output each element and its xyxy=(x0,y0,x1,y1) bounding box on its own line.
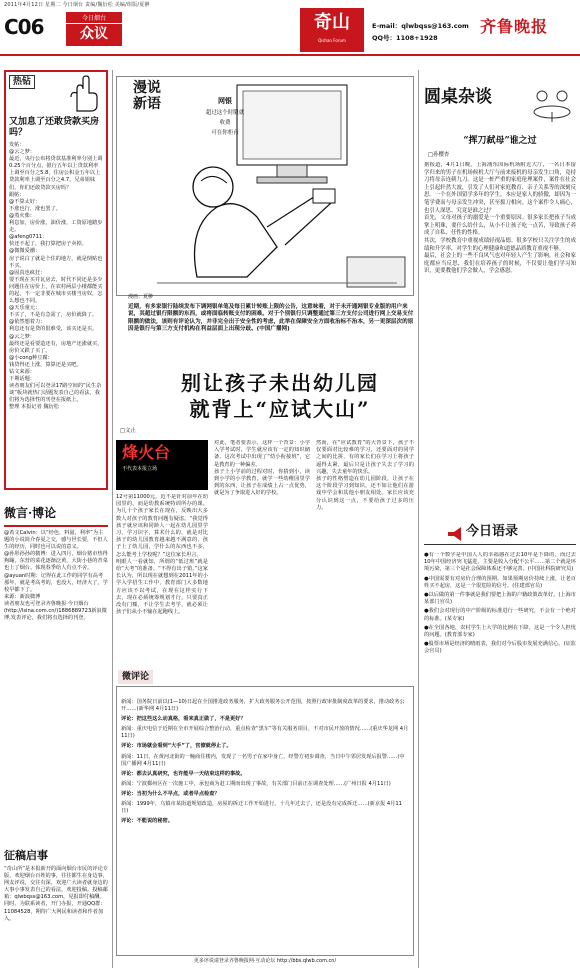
hot-post-line: 要不现在买并瓦房去，时代不同还是多少问题住在房价上，在农村两层小楼都能买的起，不一定非要在城市买楼当房奴，怎么想也不同。 xyxy=(9,276,103,305)
column-divider-left xyxy=(112,70,113,968)
article-paragraph: 然而，在“应试教育”的大背景下，孩子不仅要面对比较难的学习，还要面对的同学之间的比拼，有的家长们在学习上将孩子逼得太紧，最后只是让孩子失去了学习的兴趣，失去童年的快乐。 xyxy=(316,440,414,475)
weibo-post: 来源：新浪微博 xyxy=(4,593,41,600)
hot-title-wrap xyxy=(9,75,103,115)
contact-email: E-mail：qlwbqss@163.com xyxy=(372,22,469,30)
hot-post-line: @不算太好： xyxy=(9,198,41,205)
main-headline-line1: 别让孩子未出幼儿园 xyxy=(181,371,379,395)
hot-post-line: @云之梦： xyxy=(9,149,35,156)
masthead-title: 奇山 xyxy=(314,12,350,33)
fenghuo-title: 烽火台 xyxy=(122,443,171,462)
fenghuo-subtitle: 不代表本报立场 xyxy=(122,466,158,472)
article-paragraph: 12号第11000元，近不是针对前年在幼园里的，而是幼教系统特训所办的课。为几十个孩子家长在现在，反映出大多数人对孩子的教育问题有疑虑。“我觉得孩子就应该和同龄人一起在幼儿园里学习，学习识字、算术什么的，就是对比孩子的幼儿园教育越来越不满意的，孩子上了幼儿园，学什么的东西也不多，怎么能考上学校呢？”这位家长坦言。 xyxy=(116,494,208,558)
micro-comment-news: 新闻：11日，在黄河北街的一幢商住楼内，发现了一名男子在家中身亡，经警方初步调查，当日中午邻居发现后报警……(中国广播网 4月11日) xyxy=(121,753,405,767)
hot-posts xyxy=(9,142,103,412)
weibo-body xyxy=(4,530,108,810)
contact-info xyxy=(372,22,469,46)
hot-post-line: 房子说白了就是个住的地方，就是倒贴也不买。 xyxy=(9,255,103,269)
micro-comment-title: 微评论 xyxy=(118,670,153,684)
article-byline: □文止 xyxy=(120,428,136,434)
article-column-3 xyxy=(316,440,414,664)
micro-comment-news: 新闻：国务院日前以(1—10)日起在全国推进政务服务，扩大政务服务公开范围，按照行政审批制度改革的要求，推动政务公开……(新华网 4月11日) xyxy=(121,699,405,713)
hot-post-line: 不涨也行，涨也罢了。 xyxy=(9,205,61,212)
hot-post-line: 利息加，房价涨，油价涨，工资原地踏步走。 xyxy=(9,220,103,234)
hot-post-line: @固真也疯狂： xyxy=(9,269,46,276)
hot-post-line: 最终还是看要造还有，房地产还涨就买，房价又跌了买了。 xyxy=(9,340,103,354)
masthead-logo xyxy=(300,8,364,52)
cartoon-label-fee: 收费 xyxy=(219,120,231,126)
spacer xyxy=(121,691,409,699)
weibo-post: @希文Calvin：以“经色，料滋，利率”为主题的小说简介春夏之交，感与世长要，不但人生的经历，同时也可以说的意义。 xyxy=(4,530,108,551)
quotes-title: 今日语录 xyxy=(466,524,519,539)
hot-post-line: 整理 本报记者 魏衍松 xyxy=(9,404,59,411)
pointing-hand-icon xyxy=(65,75,99,113)
main-headline xyxy=(150,370,410,422)
page-number: C06 xyxy=(4,15,44,39)
section-label: 众议 xyxy=(80,26,108,42)
hot-post-line: @天乐童元： xyxy=(9,305,41,312)
hot-title: 热钻 xyxy=(9,75,35,89)
header-rule xyxy=(0,54,580,56)
call-for-papers-title: 征稿启事 xyxy=(4,849,48,862)
quote-item: ●在全国各地，农村学生上大学的比例在下降，这是一个令人担忧的问题。(教育部专家) xyxy=(424,624,576,639)
cartoon-label-counter: 可在你柜台 xyxy=(211,130,239,136)
quote-item: ●中国需要有对房价合理的预期，如果预期房价持续上涨，让老百姓买不起房，这是一个很危险的信号。(住建部官员) xyxy=(424,575,576,589)
hot-post-line: 钱贷得还上涨，算算还是买吧。 xyxy=(9,361,82,368)
article-paragraph: 孩子的性格塑造在幼儿园阶段，让孩子在这个阶段学习到知识，还不如让他们在游戏中学会和其他小朋友相处。家长应该充分认识到这一点，不要给孩子过多的压力。 xyxy=(316,476,414,511)
hot-post-line: 不买了，不是有急需了，房价就降了。 xyxy=(9,312,98,319)
micro-comment-opinion: 评论：把这些这么动真格，看来真正做了，不是更好？ xyxy=(121,716,246,723)
micro-comment-news: 新闻：1999年，乌镇市某街道规划改造，房屋的拆迁工作开始进行，十几年过去了，还是没有完成拆迁……(新京报 4月11日) xyxy=(121,801,402,815)
masthead-subtitle: Qishan Forum xyxy=(318,38,346,43)
hot-post-line: 快还不起了，我打算把房子卖掉。 xyxy=(9,241,87,248)
section-top-label: 今日烟台 xyxy=(66,12,122,24)
hot-post-line: 发帖： xyxy=(9,142,25,148)
article-column-2 xyxy=(214,440,310,664)
micro-comment-opinion: 评论：都去认真研究，也许能早一天结束这样的事故。 xyxy=(121,770,246,777)
quote-item: ●我们会对现行的中产阶级的标准进行一些研究，不会有一个绝对的标准。(某专家) xyxy=(424,608,576,622)
hot-post-line: 读者朋友们可以登录17路空间的“民生杂谈”板块就热门话题发表自己的看法，我们将为选择性的刊登在报纸上。 xyxy=(9,383,102,404)
roundtable-headline: “挥刀弑母”谁之过 xyxy=(463,136,537,146)
hot-post-line: @afeng0711： xyxy=(9,234,48,241)
main-headline-line2: 就背上“应试大山” xyxy=(189,397,371,421)
forum-footer: 更多评说请登录齐鲁晚报网·互动论坛 http://bbs.qlwb.com.cn/ xyxy=(193,958,337,964)
roundtable-byline: □孙樱杏 xyxy=(428,152,450,158)
hot-post-line: 跟帖： xyxy=(9,191,25,198)
micro-comment-opinion: 评论：不能说的秘密。 xyxy=(121,818,173,825)
header-date-line: 2011年4月12日 星期二 今日烟台 责编/魏衍松 美编/组版/夏翀 xyxy=(4,2,150,8)
quote-item: ●股票市场是经济的晴雨表，我们对今后股市发展充满信心。(证监会官员) xyxy=(424,641,576,655)
hot-post-line: 下期话题： xyxy=(9,376,35,383)
hot-post-line: 最近，央行公布将贷款基准利率分别上调0.25个百分点，银行五年以上贷款利率上调至百分之5.8，住房公积金五年以上贷款利率上调至百分之4.7。兄弟姐妹们，你们还敢贷款买房吗？ xyxy=(9,156,103,191)
hot-post-line: 利息还有是贷的很难受，该买还是买。 xyxy=(9,326,98,333)
weibo-post: @ayuan时期：记得在此工作的同学有高考那年，就是考高考的，也没大，经济大了，学校早都下了。 xyxy=(4,572,108,593)
cartoon-label-wangyin: 网银 xyxy=(218,96,232,105)
weibo-post: 读者朋友也可登录齐鲁晚报·今日烟台(http://lsina.com.cn/)1886889723新浪微博,发表评论，我们将有选择的刊登。 xyxy=(4,600,107,622)
roundtable-body: 据报道，4月1日晚，上海浦东国际机场附近大厅，一名日本留学归来的男子在机场候机大厅与前来接机的母亲发生口角，竟持刀将母亲连刺九刀。这是一桩严重的家庭伦理案件，案件在社会上引起轩然大波，引发了人们对家庭教育、亲子关系等的深刻反思。一个在外国留学多年的学生，本应是家人的骄傲，却因为一笔学费而与母亲发生冲突，甚至拔刀相向。这个案件令人痛心，也引人深思。究竟是谁之过？ 首先，父母对孩子的溺爱是一个重要原因。很多家长把孩子当成掌上明珠，要什么给什么，从小不让孩子吃一点苦，导致孩子养成了自私、任性的性格。 其次，学校教育中重视成绩轻视品德。很多学校只关注学生的成绩和升学率，对学生的心理健康和道德品质教育重视不够。 最后，社会上的一些不良风气也对年轻人产生了影响。社会和家庭都应当反思，我们在培养孩子的时候，不仅要让他们学习知识，更要教他们学会做人，学会感恩。 xyxy=(424,162,576,275)
cartoon-caption: 漫画：夏翀 xyxy=(128,294,154,300)
hot-post-line: @依然想着力： xyxy=(9,319,46,326)
brand-logo: 齐鲁晚报 xyxy=(480,17,549,36)
cartoon-news-text: 近期，有多家银行陆续发布下调网银单笔及每日累计转账上限的公告，这意味着，对于未开通网银专业版的用户来说，其超过银行限额的东西，或将面临转账支付的困难。对于个别银行只调整通过第三方支付公司进行网上交易支付限额的做法，该则有评论认为，并非完全出于安全性的考虑，此举在保障安全方面收治标不治本，另一更深层次的原因是银行与第三方支付机构在利益层面上出现分歧。(中国广播网) xyxy=(128,304,414,333)
article-paragraph: 对此，笔者要表示，这样一个背景：小学入学考试时，学生就应该有一定的知识储备，这次考试中出现了“幼小衔接班”，它是教育的一种偏差。 xyxy=(214,440,310,468)
call-for-papers-body: “奇山所”是本报新开的面向烟台市民的评论专版，欢迎烟台百姓的事，往往都生在身边事，网友评说，交往有深，欢迎广大读者就身边的大事小事发表自己的看法，欢迎投稿。投稿邮箱：qlwbqss@163.com，见报即付稿酬。同时，为联系读者，开门办报，开通QQ群：11084528，期待广大网民和读者和作者加入。 xyxy=(4,866,108,922)
megaphone-icon xyxy=(446,525,464,543)
micro-comment-news: 新闻：重庆电信于近期在全市开展综合整治行动，重点检查“黑车”等有关服务项目，不对市民开放的情况……(重庆华龙网 4月11日) xyxy=(121,726,409,740)
column-divider-right xyxy=(418,70,419,968)
roundtable-title: 圆桌杂谈 xyxy=(424,87,492,107)
contact-sms: QQ号：1108+1928 xyxy=(372,34,438,42)
cartoon-label-limit: 超过这个时限就 xyxy=(205,110,245,116)
quotes-header xyxy=(424,523,576,545)
hot-question: 又加息了还敢贷款买房吗？ xyxy=(9,117,100,138)
hot-post-line: @微微爱潮： xyxy=(9,248,41,255)
hot-post-line: @蒸火柴： xyxy=(9,212,35,219)
roundtable-decor-icon xyxy=(532,86,572,122)
fenghuo-badge xyxy=(116,440,208,490)
quotes-body xyxy=(424,552,576,962)
quote-item: ●以后做的第一件事就是我们要把上海的户籍政策改革好。(上海市某部门官员) xyxy=(424,592,576,606)
micro-comment-news: 新闻：宁波鄞州区在一次施工中，承包商为赶工期而出现了事故，有关部门目前正在调查处理……(广州日报 4月11日) xyxy=(121,780,391,787)
hot-topic-box xyxy=(4,70,108,490)
cartoon-section-title: 漫说新语 xyxy=(133,80,161,112)
micro-comment-box xyxy=(116,686,414,956)
weibo-title: 微言·博论 xyxy=(4,506,57,520)
roundtable-header xyxy=(424,86,576,126)
weibo-header xyxy=(4,505,108,527)
article-paragraph: 孩子上小学前的过程对时，你猜到小，读到小学的小学教育。就学一些幼稚园里学到的东西，让孩子在成绩上占一点优势，就是为了争取进入好的学校。 xyxy=(214,468,310,497)
micro-comment-opinion: 评论：市场就会看到“大手”了，官僚就停止了。 xyxy=(121,743,232,750)
article-column-1 xyxy=(116,494,208,664)
article-paragraph: 明眼人一看就知，所谓的“低过班”就是给“大考”的准备。“不得有出子错。”这家长认为，所以现在就想到在2011年的小学入学招生工作中，教育部门大多数地方应该不以考试，在现在这样实行下去，现在必须统筹规划才行，只要真正没有门槛，不让学生去考学，就必须让孩子们从小不输在起跑线上。 xyxy=(116,558,208,616)
quote-item: ●有一个数字是中国人人的幸福感在过去10年是下降的，而过去10年中国经济突飞猛进，主要是收入分配不公平……第二个就是环境污染，第三个是社会保障体系还不够完善。(中国社科院研究员) xyxy=(424,552,576,573)
hot-post-line: @云之梦： xyxy=(9,333,35,340)
micro-comment-opinion: 评论：当初为什么不早点，或者早点检查？ xyxy=(121,790,220,797)
weibo-post: @孙彤孙孙的微博：进入四月，烟台猪市热得狗蹦，东营的菜花逐渐泛黄，大街小巷的青菜也上了烟台。体现春季给人有点不舍。 xyxy=(4,551,108,572)
hot-post-line: @小cong种豆腐： xyxy=(9,354,53,361)
section-tag xyxy=(66,12,122,46)
hot-post-line: 钻文来源： xyxy=(9,369,35,375)
